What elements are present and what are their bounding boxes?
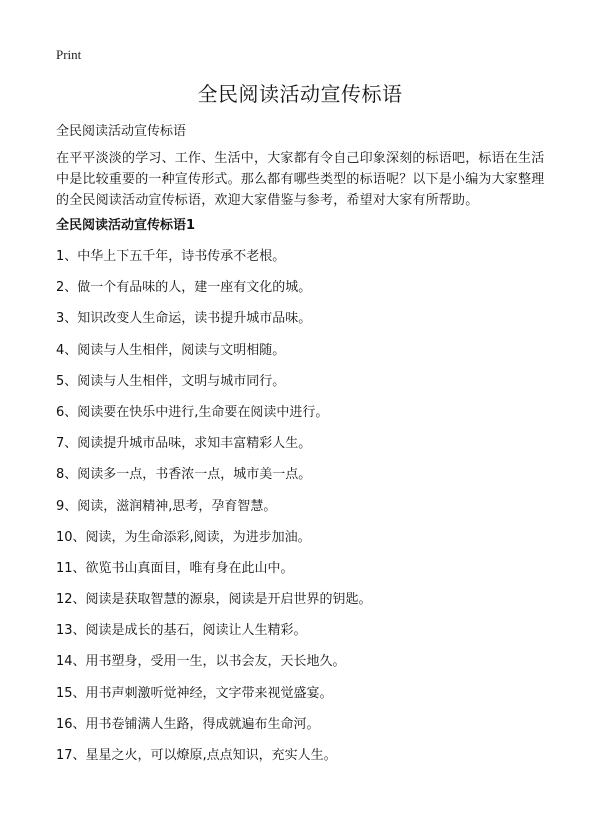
page-title: 全民阅读活动宣传标语 — [197, 82, 403, 106]
document-subtitle: 全民阅读活动宣传标语 — [56, 124, 187, 139]
slogan-item: 8、阅读多一点，书香浓一点，城市美一点。 — [56, 467, 312, 483]
slogan-item: 14、用书塑身，受用一生，以书会友，天长地久。 — [56, 654, 346, 670]
intro-paragraph: 在平平淡淡的学习、工作、生活中，大家都有令自己印象深刻的标语吧，标语在生活中是比较重要的一种宣传形式。那么都有哪些类型的标语呢？以下是小编为大家整理的全民阅读活动宣传标语，欢迎大家借鉴与参考，希望对大家有所帮助。 — [56, 151, 545, 208]
slogan-item: 17、星星之火，可以燎原,点点知识，充实人生。 — [56, 748, 337, 763]
slogan-item: 13、阅读是成长的基石，阅读让人生精彩。 — [56, 623, 307, 639]
print-link[interactable]: Print — [56, 47, 82, 62]
slogan-item: 7、阅读提升城市品味，求知丰富精彩人生。 — [56, 436, 312, 452]
slogan-item: 6、阅读要在快乐中进行,生命要在阅读中进行。 — [56, 404, 329, 420]
slogan-item: 11、欲览书山真面目，唯有身在此山中。 — [56, 560, 294, 576]
slogan-item: 10、阅读，为生命添彩,阅读，为进步加油。 — [56, 529, 311, 545]
slogan-item: 5、阅读与人生相伴，文明与城市同行。 — [56, 373, 286, 389]
slogan-item: 9、阅读，滋润精神,思考，孕育智慧。 — [56, 498, 277, 514]
slogan-item: 1、中华上下五千年，诗书传承不老根。 — [56, 249, 286, 264]
slogan-item: 15、用书声刺激听觉神经，文字带来视觉盛宴。 — [56, 685, 333, 701]
section-heading: 全民阅读活动宣传标语1 — [56, 218, 196, 233]
slogan-item: 16、用书卷铺满人生路，得成就遍布生命河。 — [56, 716, 320, 732]
slogan-list — [56, 248, 372, 778]
slogan-item: 2、做一个有品味的人，建一座有文化的城。 — [56, 280, 312, 296]
slogan-item: 4、阅读与人生相伴，阅读与文明相随。 — [56, 342, 286, 358]
slogan-item: 3、知识改变人生命运，读书提升城市品味。 — [56, 311, 312, 327]
slogan-item: 12、阅读是获取智慧的源泉，阅读是开启世界的钥匙。 — [56, 592, 372, 608]
